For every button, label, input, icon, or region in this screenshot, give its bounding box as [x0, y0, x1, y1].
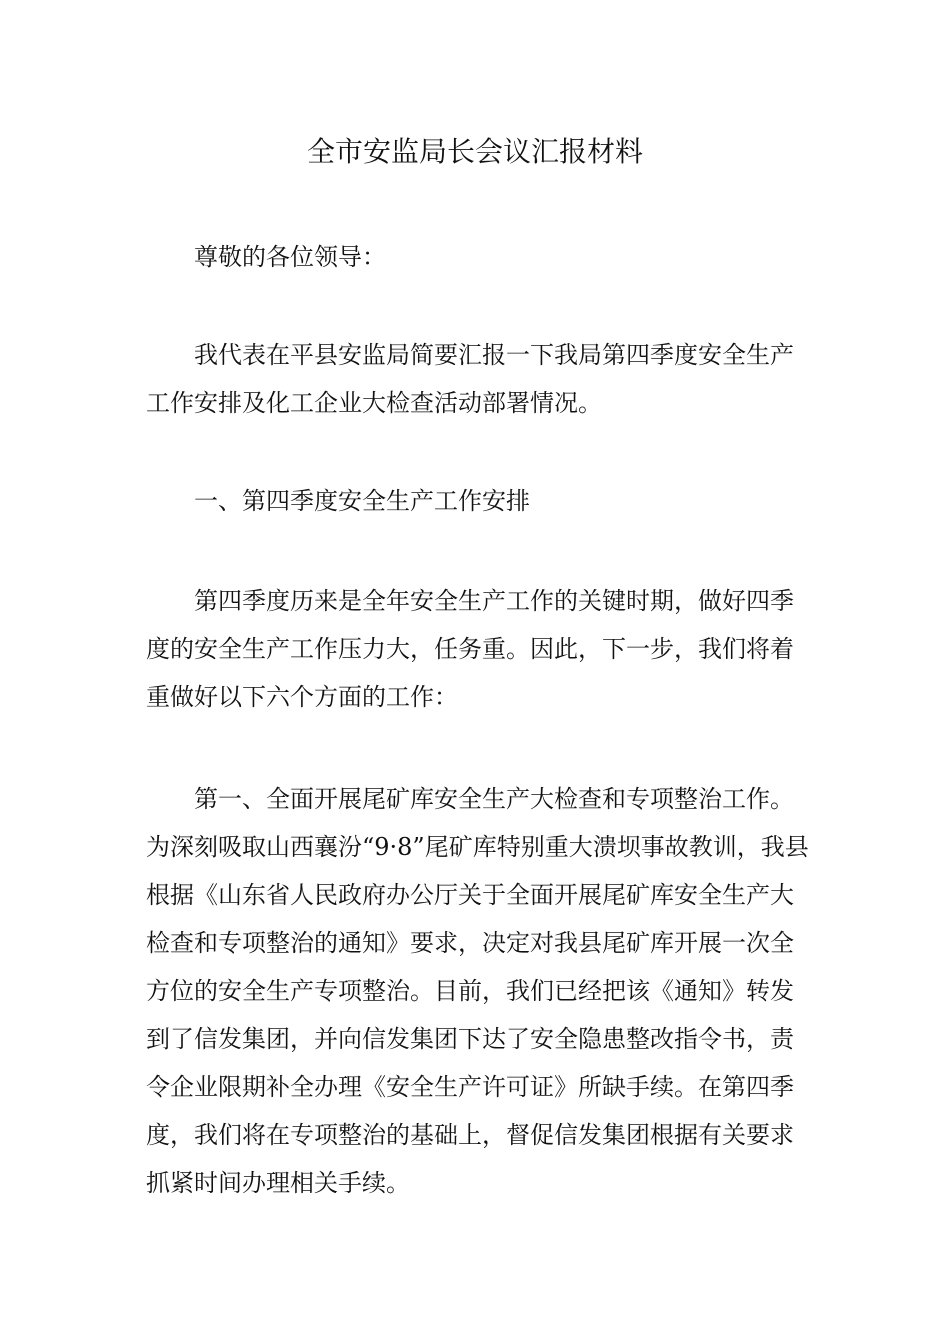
intro-paragraph	[146, 331, 806, 427]
salutation-text: 尊敬的各位领导：	[194, 243, 386, 271]
section-heading-text: 一、第四季度安全生产工作安排	[194, 487, 530, 515]
paragraph-line: 度的安全生产工作压力大，任务重。因此，下一步，我们将着	[146, 635, 794, 663]
section-paragraph	[146, 577, 806, 721]
paragraph-line: 方位的安全生产专项整治。目前，我们已经把该《通知》转发	[146, 977, 794, 1005]
item-one-paragraph	[146, 775, 809, 1207]
paragraph-line: 令企业限期补全办理《安全生产许可证》所缺手续。在第四季	[146, 1073, 794, 1101]
paragraph-line: 为深刻吸取山西襄汾“9·8”尾矿库特别重大溃坝事故教训，我县	[146, 833, 809, 861]
document-title: 全市安监局长会议汇报材料	[306, 135, 643, 168]
paragraph-line: 工作安排及化工企业大检查活动部署情况。	[146, 389, 602, 417]
paragraph-line: 检查和专项整治的通知》要求，决定对我县尾矿库开展一次全	[146, 929, 794, 957]
paragraph-line: 第一、全面开展尾矿库安全生产大检查和专项整治工作。	[194, 785, 794, 813]
paragraph-line: 根据《山东省人民政府办公厅关于全面开展尾矿库安全生产大	[146, 881, 794, 909]
section-heading	[146, 477, 806, 525]
paragraph-line: 度，我们将在专项整治的基础上，督促信发集团根据有关要求	[146, 1121, 794, 1149]
paragraph-line: 抓紧时间办理相关手续。	[146, 1169, 410, 1197]
salutation	[146, 233, 806, 281]
paragraph-line: 重做好以下六个方面的工作：	[146, 683, 458, 711]
paragraph-line: 第四季度历来是全年安全生产工作的关键时期，做好四季	[194, 587, 794, 615]
paragraph-line: 到了信发集团，并向信发集团下达了安全隐患整改指令书，责	[146, 1025, 794, 1053]
paragraph-line: 我代表在平县安监局简要汇报一下我局第四季度安全生产	[194, 341, 794, 369]
